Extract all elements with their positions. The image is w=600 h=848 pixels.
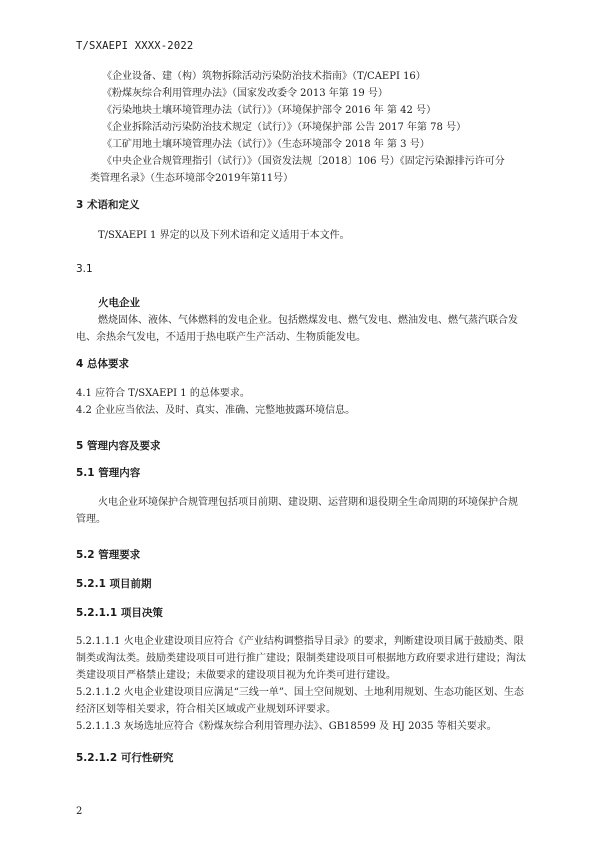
subsection-heading: 5.2 管理要求 (76, 549, 141, 561)
term-name: 火电企业 (98, 297, 140, 309)
reference-item: 《企业拆除活动污染防治技术规定（试行）》（环境保护部 公告 2017 年第 78 号） (102, 122, 467, 133)
subsection-heading: 5.2.1 项目前期 (76, 578, 152, 590)
subsection-heading: 5.1 管理内容 (76, 467, 141, 479)
clause: 5.2.1.1.3 灰场选址应符合《粉煤灰综合利用管理办法》、GB18599 及 HJ 2035 等相关要求。 (76, 721, 497, 732)
subsection-heading: 5.2.1.1 项目决策 (76, 607, 163, 619)
document-code: T/SXAEPI XXXX-2022 (76, 40, 194, 52)
clause: 5.2.1.1.1 火电企业建设项目应符合《产业结构调整指导目录》的要求，判断建设项目属于鼓励类、限制类或淘汰类。鼓励类建设项目可进行推广建设；限制类建设项目可根据地方政府要求进行建设；淘汰类建设项目严格禁止建设；未做要求的建设项目视为允许类可进行建设。 (76, 636, 526, 681)
paragraph: T/SXAEPI 1 界定的以及下列术语和定义适用于本文件。 (98, 230, 350, 241)
section-heading: 5 管理内容及要求 (76, 440, 161, 452)
clause-number: 3.1 (76, 263, 93, 275)
section-heading: 4 总体要求 (76, 358, 129, 370)
term-definition: 燃烧固体、液体、气体燃料的发电企业。包括燃煤发电、燃气发电、燃油发电、燃气蒸汽联合发电、余热余气发电，不适用于热电联产生产活动、生物质能发电。 (76, 315, 518, 343)
reference-item: 《工矿用地土壤环境管理办法（试行）》（生态环境部令 2018 年 第 3 号） (102, 139, 430, 150)
reference-item: 《中央企业合规管理指引（试行）》（国资发法规〔2018〕106 号）《固定污染源排污许可分类管理名录》（生态环境部令2019年第11号） (90, 156, 505, 184)
reference-item: 《粉煤灰综合利用管理办法》（国家发改委令 2013 年第 19 号） (102, 88, 388, 99)
page-number: 2 (76, 806, 83, 817)
clause: 5.2.1.1.2 火电企业建设项目应满足“三线一单”、国土空间规划、土地利用规划、生态功能区划、生态经济区划等相关要求，符合相关区域或产业规划环评要求。 (76, 687, 524, 715)
clause: 4.1 应符合 T/SXAEPI 1 的总体要求。 (76, 388, 250, 399)
reference-item: 《企业设备、建（构）筑物拆除活动污染防治技术指南》（T/CAEPI 16） (102, 71, 426, 82)
paragraph: 火电企业环境保护合规管理包括项目前期、建设期、运营期和退役期全生命周期的环境保护合规管理。 (76, 497, 518, 525)
subsection-heading: 5.2.1.2 可行性研究 (76, 752, 174, 764)
reference-item: 《污染地块土壤环境管理办法（试行）》（环境保护部令 2016 年 第 42 号） (102, 105, 437, 116)
clause: 4.2 企业应当依法、及时、真实、准确、完整地披露环境信息。 (76, 405, 356, 416)
section-heading: 3 术语和定义 (76, 199, 140, 211)
